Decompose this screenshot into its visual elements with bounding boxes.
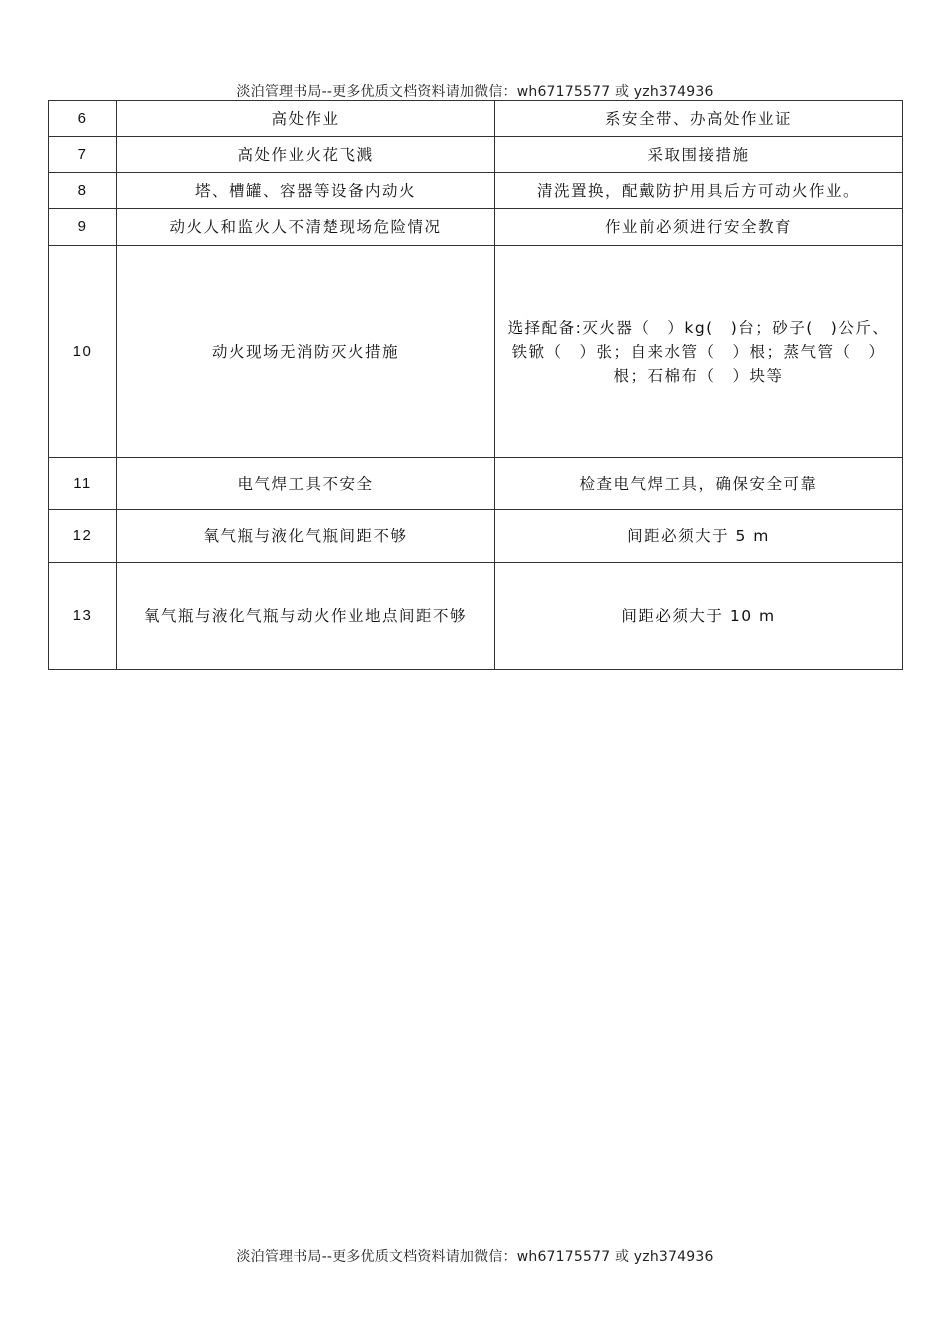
measure-cell: 作业前必须进行安全教育: [495, 209, 903, 246]
table-row: [49, 563, 903, 670]
row-number: 13: [49, 563, 117, 670]
measure-cell: 系安全带、办高处作业证: [495, 101, 903, 137]
hazard-cell: 塔、槽罐、容器等设备内动火: [117, 173, 495, 209]
table-row: [49, 458, 903, 510]
measure-cell: 选择配备:灭火器（ ）kg( )台；砂子( )公斤、铁锨（ ）张；自来水管（ ）根；蒸气管（ ）根；石棉布（ ）块等: [495, 246, 903, 458]
measure-cell: 清洗置换，配戴防护用具后方可动火作业。: [495, 173, 903, 209]
measure-cell: 采取围接措施: [495, 137, 903, 173]
row-number: 8: [49, 173, 117, 209]
table-row: [49, 137, 903, 173]
page-footer: 淡泊管理书局--更多优质文档资料请加微信：wh67175577 或 yzh374936: [236, 1249, 714, 1265]
hazard-cell: 动火现场无消防灭火措施: [117, 246, 495, 458]
table-row: [49, 173, 903, 209]
table-row: [49, 101, 903, 137]
row-number: 10: [49, 246, 117, 458]
row-number: 12: [49, 510, 117, 563]
hazard-cell: 电气焊工具不安全: [117, 458, 495, 510]
row-number: 7: [49, 137, 117, 173]
row-number: 9: [49, 209, 117, 246]
hazard-cell: 高处作业: [117, 101, 495, 137]
measure-cell: 间距必须大于 5 m: [495, 510, 903, 563]
row-number: 11: [49, 458, 117, 510]
table-row: [49, 209, 903, 246]
table-row: [49, 510, 903, 563]
measure-cell: 间距必须大于 10 m: [495, 563, 903, 670]
table-row: [49, 246, 903, 458]
hazard-cell: 氧气瓶与液化气瓶与动火作业地点间距不够: [117, 563, 495, 670]
page-header: 淡泊管理书局--更多优质文档资料请加微信：wh67175577 或 yzh374936: [236, 84, 714, 100]
hazard-cell: 氧气瓶与液化气瓶间距不够: [117, 510, 495, 563]
measure-cell: 检查电气焊工具，确保安全可靠: [495, 458, 903, 510]
hazard-measures-table: [48, 100, 903, 670]
hazard-cell: 高处作业火花飞溅: [117, 137, 495, 173]
row-number: 6: [49, 101, 117, 137]
hazard-cell: 动火人和监火人不清楚现场危险情况: [117, 209, 495, 246]
